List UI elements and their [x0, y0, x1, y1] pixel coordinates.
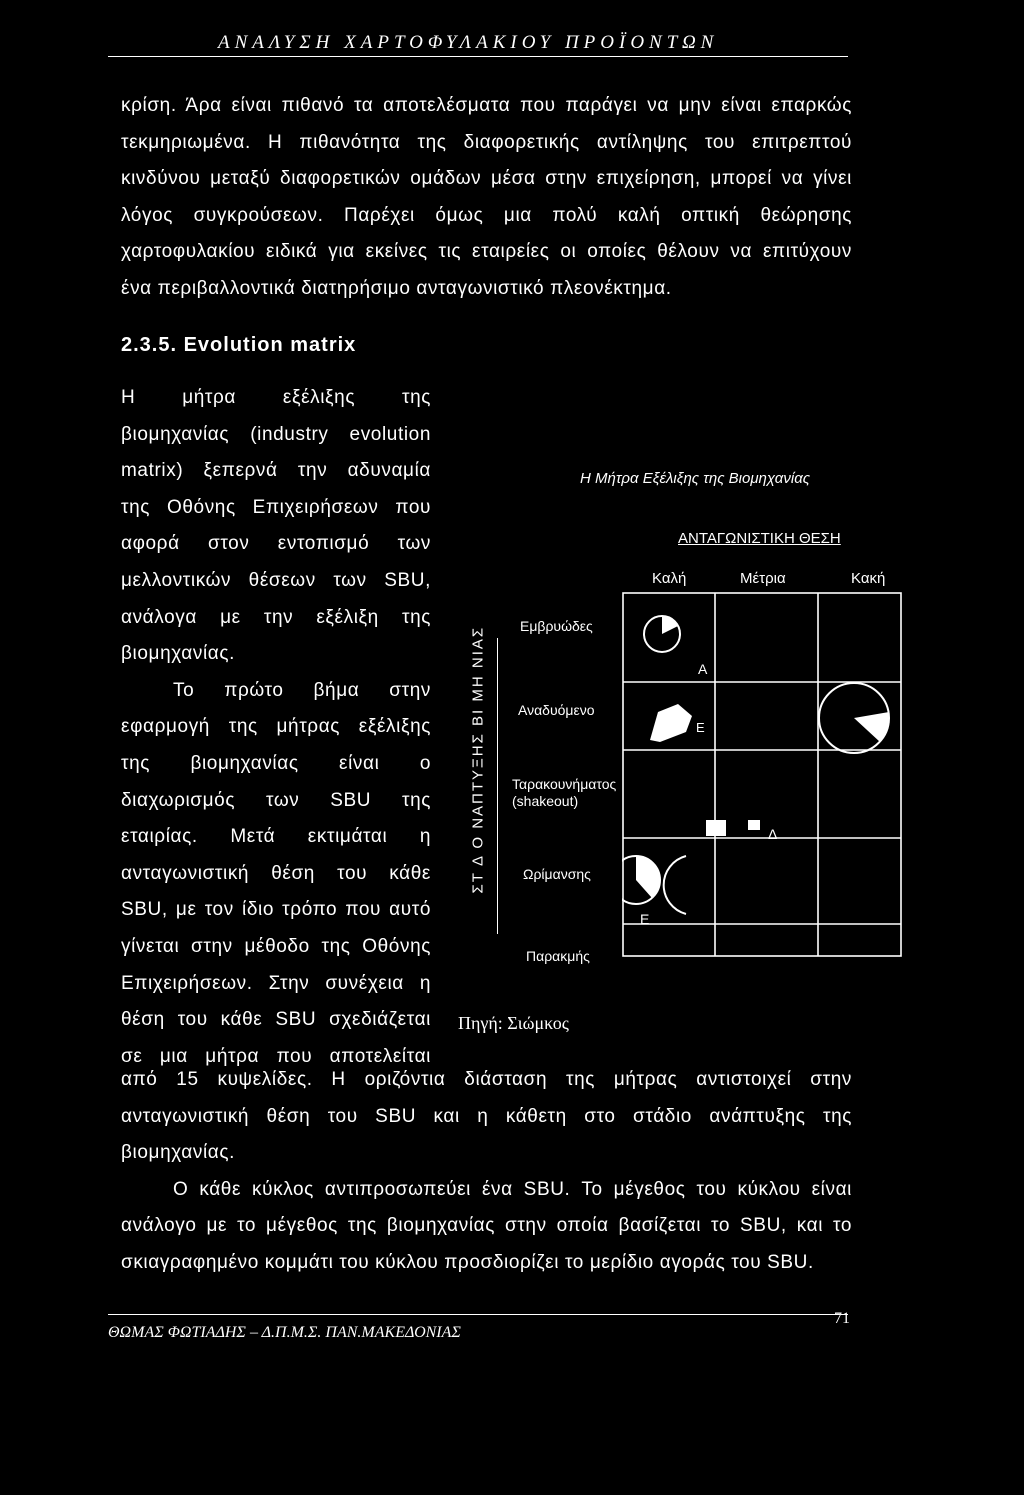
text-line: Το πρώτο βήμα στην [173, 679, 431, 701]
text-line: διαχωρισμός των SBU της [121, 789, 431, 811]
running-header: ΑΝΑΛΥΣΗ ΧΑΡΤΟΦΥΛΑΚΙΟΥ ΠΡΟΪΟΝΤΩΝ [218, 32, 719, 53]
text-line: εταιρίας. Μετά εκτιμάται η [121, 826, 431, 848]
matrix-grid [622, 592, 902, 957]
text-line: ανταγωνιστική θέση του SBU και η κάθετη στο στάδιο ανάπτυξης της [121, 1105, 852, 1127]
text-line: τεκμηριωμένα. Η πιθανότητα της διαφορετικής αντίληψης του επιτρεπτού [121, 131, 852, 153]
sbu-label-b: E [696, 720, 705, 735]
text-line: μελλοντικών θέσεων των SBU, [121, 569, 431, 591]
page-number: 71 [834, 1310, 850, 1327]
row-label-maturity: Ωρίμανσης [523, 866, 591, 882]
text-line: ένα περιβαλλοντικά διατηρήσιμο ανταγωνιστικό πλεονέκτημα. [121, 277, 672, 299]
text-line: ανάλογα με την εξέλιξη της [121, 606, 431, 628]
text-line: βιομηχανίας. [121, 643, 236, 665]
sbu-circle-e [622, 856, 686, 927]
row-label-shakeout [512, 776, 624, 810]
text-line: λόγος συγκρούσεων. Παρέχει όμως μια πολύ καλή οπτική θεώρησης [121, 204, 852, 226]
row-label-decline: Παρακμής [526, 948, 590, 964]
figure-source: Πηγή: Σιώμκος [458, 1013, 569, 1033]
text-line: Ο κάθε κύκλος αντιπροσωπεύει ένα SBU. Το μέγεθος του κύκλου είναι [173, 1178, 852, 1200]
sbu-label-e: Ε [640, 911, 650, 927]
y-axis-title-text: ΣΤ Δ Ο ΝΑΠΤΥΞΗΣ ΒΙ ΜΗ ΝΙΑΣ [469, 625, 487, 894]
column-label-good: Καλή [652, 570, 687, 587]
text-line: βιομηχανίας (industry evolution [121, 423, 431, 445]
text-line: αφορά στον εντοπισμό των [121, 533, 431, 555]
column-label-medium: Μέτρια [740, 570, 786, 587]
footer-rule [108, 1314, 848, 1315]
text-line: βιομηχανίας. [121, 1142, 236, 1164]
text-line: από 15 κυψελίδες. Η οριζόντια διάσταση της μήτρας αντιστοιχεί στην [121, 1069, 852, 1090]
left-column-text [121, 380, 431, 1075]
sbu-circle-b [650, 704, 705, 742]
text-line: γίνεται στην μέθοδο της Οθόνης [121, 935, 431, 957]
section-heading: 2.3.5. Evolution matrix [121, 334, 357, 356]
grid-border [623, 593, 901, 956]
text-line: matrix) ξεπερνά την αδυναμία [121, 460, 431, 482]
text-line: θέση του κάθε SBU σχεδιάζεται [121, 1009, 431, 1031]
text-line: Επιχειρήσεων. Στην συνέχεια η [121, 972, 431, 994]
bottom-paragraph [121, 1062, 852, 1282]
text-line: SBU, με τον ίδιο τρόπο που αυτό [121, 899, 431, 921]
text-line: κινδύνου μεταξύ διαφορετικών ομάδων μέσα στην επιχείρηση, μπορεί να γίνει [121, 168, 852, 190]
column-label-bad: Κακή [851, 570, 886, 587]
intro-paragraph [121, 88, 852, 308]
y-axis-line [497, 638, 498, 934]
text-line: ανάλογο με το μέγεθος της βιομηχανίας στην οποία βασίζεται το SBU, και το [121, 1215, 852, 1237]
x-axis-title: ΑΝΤΑΓΩΝΙΣΤΙΚΗ ΘΕΣΗ [678, 530, 841, 547]
sbu-label-a: Α [698, 661, 708, 677]
row-label-embryonic: Εμβρυώδες [520, 618, 593, 634]
text-line: Η μήτρα εξέλιξης της [121, 387, 431, 408]
row-label-emerging: Αναδυόμενο [518, 702, 595, 718]
header-rule [108, 56, 848, 57]
figure-title: Η Μήτρα Εξέλιξης της Βιομηχανίας [580, 470, 811, 487]
sbu-circle-g [819, 683, 890, 753]
text-line: της Οθόνης Επιχειρήσεων που [121, 496, 431, 518]
footer-author: ΘΩΜΑΣ ΦΩΤΙΑΔΗΣ – Δ.Π.Μ.Σ. ΠΑΝ.ΜΑΚΕΔΟΝΙΑΣ [108, 1324, 461, 1341]
text-line: χαρτοφυλακίου ειδικά για εκείνες τις εταιρείες οι οποίες θέλουν να επιτύχουν [121, 241, 852, 263]
sbu-label-g: Γ [880, 711, 888, 727]
text-line: κρίση. Άρα είναι πιθανό τα αποτελέσματα που παράγει να μην είναι επαρκώς [121, 95, 852, 116]
text-line: ανταγωνιστική θέση του κάθε [121, 862, 431, 884]
text-line: εφαρμογή της μήτρας εξέλιξης [121, 716, 431, 738]
text-line: της βιομηχανίας είναι ο [121, 752, 431, 774]
sbu-label-d: Δ [768, 826, 778, 842]
sbu-circle-a [644, 616, 708, 677]
text-line: σε μια μήτρα που αποτελείται [121, 1045, 431, 1067]
row-label-shakeout-text: Ταρακουνήματος (shakeout) [512, 776, 617, 809]
text-line: σκιαγραφημένο κομμάτι του κύκλου προσδιορίζει το μερίδιο αγοράς του SBU. [121, 1251, 814, 1273]
